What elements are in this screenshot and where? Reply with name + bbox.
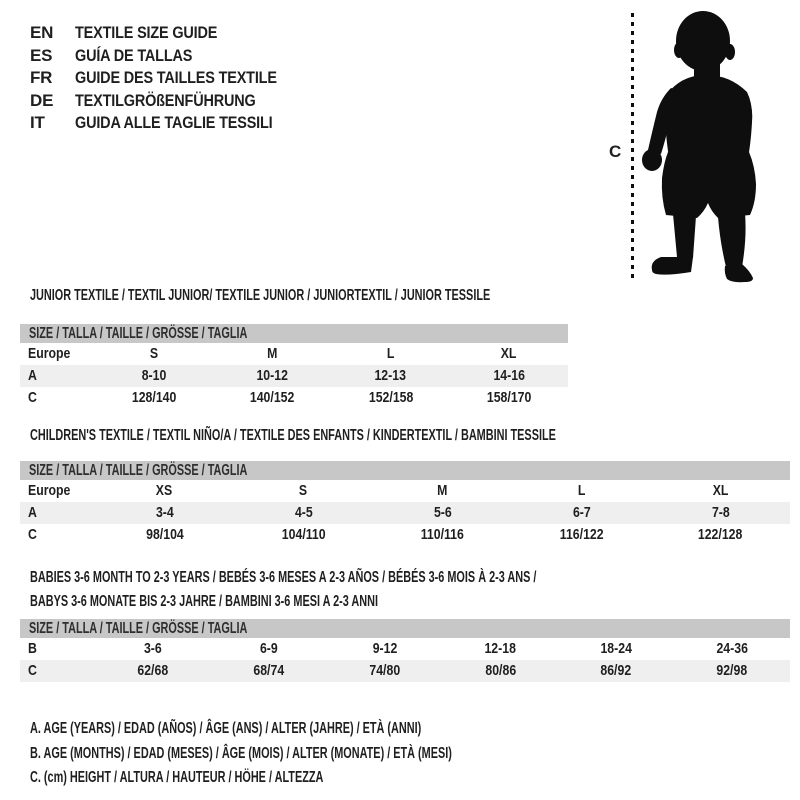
row-label: Europe (28, 482, 71, 499)
cell-value: 12-18 (484, 640, 517, 657)
row-label-cell (20, 524, 95, 546)
size-header-bar (20, 619, 790, 638)
row-label-cell (20, 638, 95, 660)
value-cell (373, 480, 512, 502)
table-row (20, 638, 790, 660)
table-title-line (30, 428, 790, 444)
row-label: C (28, 389, 37, 406)
language-row (30, 45, 312, 68)
table-title (30, 428, 790, 444)
value-cell (442, 660, 558, 682)
cell-value: 128/140 (131, 389, 177, 406)
value-cell (95, 502, 234, 524)
cell-value: M (267, 345, 278, 362)
language-code: FR (30, 68, 53, 87)
table-row (20, 480, 790, 502)
value-cell (651, 524, 790, 546)
footnote-text: A. AGE (YEARS) / EDAD (AÑOS) / ÂGE (ANS) / ALTER (JAHRE) / ETÀ (ANNI) (30, 720, 422, 737)
babies-textile-section (20, 566, 790, 682)
childrens-textile-section (20, 428, 790, 546)
language-row (30, 112, 312, 135)
value-cell (450, 365, 568, 387)
cell-value: S (299, 482, 308, 499)
cell-value: L (386, 345, 395, 362)
language-code: DE (30, 90, 54, 110)
cell-value: 68/74 (253, 662, 285, 679)
figure-area (598, 0, 800, 290)
row-label: C (28, 662, 37, 679)
value-cell (213, 343, 331, 365)
footnote-text: B. AGE (MONTHS) / EDAD (MESES) / ÂGE (MOIS) / ALTER (MONATE) / ETÀ (MESI) (30, 744, 452, 762)
language-label-text: GUIDE DES TAILLES TEXTILE (75, 68, 277, 87)
value-cell (450, 387, 568, 409)
cell-value: 9-12 (372, 640, 397, 657)
table-title (30, 288, 568, 304)
table-title-text: JUNIOR TEXTILE / TEXTIL JUNIOR/ TEXTILE JUNIOR / JUNIORTEXTIL / JUNIOR TESSILE (30, 287, 491, 304)
cell-value: 122/128 (698, 526, 743, 543)
table-row (20, 365, 568, 387)
table-title-line (30, 566, 790, 590)
cell-value: 74/80 (369, 662, 400, 679)
row-label: A (28, 504, 37, 521)
value-cell (512, 524, 651, 546)
value-cell (558, 660, 674, 682)
cell-value: 14-16 (493, 367, 525, 384)
row-label: Europe (28, 345, 71, 362)
value-cell (234, 502, 373, 524)
footnote-line (30, 766, 650, 791)
cell-value: 158/170 (486, 389, 532, 406)
value-cell (373, 524, 512, 546)
value-cell (442, 638, 558, 660)
footnote-text: C. (cm) HEIGHT / ALTURA / HAUTEUR / HÖHE / ALTEZZA (30, 769, 324, 786)
row-label-cell (20, 480, 95, 502)
cell-value: 10-12 (256, 367, 289, 384)
value-cell (95, 387, 213, 409)
value-cell (674, 660, 790, 682)
language-label (75, 90, 287, 113)
row-label-cell (20, 660, 95, 682)
value-cell (332, 365, 450, 387)
language-label (75, 67, 312, 90)
value-cell (450, 343, 568, 365)
cell-value: 104/110 (281, 526, 326, 543)
table-title-text: BABYS 3-6 MONATE BIS 2-3 JAHRE / BAMBINI 3-6 MESI A 2-3 ANNI (30, 593, 379, 610)
language-label-text: GUIDA ALLE TAGLIE TESSILI (75, 113, 273, 132)
language-label (75, 112, 307, 135)
cell-value: XS (156, 482, 173, 499)
cell-value: 8-10 (141, 367, 167, 384)
value-cell (211, 660, 327, 682)
cell-value: M (437, 482, 448, 499)
value-cell (95, 365, 213, 387)
cell-value: 3-6 (144, 640, 162, 657)
language-label (75, 22, 242, 45)
row-label: A (28, 367, 37, 384)
cell-value: 152/158 (368, 389, 413, 406)
value-cell (95, 660, 211, 682)
cell-value: 110/116 (420, 526, 465, 543)
size-header-text: SIZE / TALLA / TAILLE / GRÖSSE / TAGLIA (29, 325, 248, 342)
table-row (20, 343, 568, 365)
language-code: EN (30, 23, 54, 42)
cell-value: 18-24 (600, 640, 632, 657)
value-cell (558, 638, 674, 660)
table-title (30, 566, 790, 614)
language-label-text: TEXTILE SIZE GUIDE (75, 23, 218, 42)
cell-value: 6-7 (572, 504, 591, 521)
height-measure-label: C (609, 142, 622, 161)
value-cell (234, 524, 373, 546)
size-header-text: SIZE / TALLA / TAILLE / GRÖSSE / TAGLIA (29, 462, 248, 479)
language-label-text: TEXTILGRÖßENFÜHRUNG (75, 90, 256, 110)
row-label-cell (20, 343, 95, 365)
language-label-text: GUÍA DE TALLAS (75, 45, 193, 65)
cell-value: 62/68 (137, 662, 169, 679)
value-cell (332, 343, 450, 365)
row-label-cell (20, 502, 95, 524)
junior-textile-section (20, 288, 568, 409)
value-cell (234, 480, 373, 502)
row-label: B (28, 640, 37, 657)
value-cell (213, 387, 331, 409)
cell-value: 80/86 (485, 662, 516, 679)
cell-value: L (577, 482, 586, 499)
table-rows (20, 638, 790, 682)
language-row (30, 22, 312, 45)
table-row (20, 502, 790, 524)
cell-value: 3-4 (155, 504, 174, 521)
language-row (30, 67, 312, 90)
footnotes (30, 717, 650, 791)
table-rows (20, 343, 568, 409)
language-code: IT (30, 113, 45, 132)
cell-value: 7-8 (711, 504, 730, 521)
cell-value: 116/122 (559, 526, 604, 543)
table-row (20, 660, 790, 682)
cell-value: XL (712, 482, 729, 499)
value-cell (373, 502, 512, 524)
value-cell (95, 343, 213, 365)
value-cell (211, 638, 327, 660)
footnote-line (30, 717, 650, 742)
value-cell (332, 387, 450, 409)
cell-value: 12-13 (374, 367, 407, 384)
value-cell (213, 365, 331, 387)
value-cell (95, 480, 234, 502)
value-cell (651, 502, 790, 524)
cell-value: 98/104 (145, 526, 184, 543)
row-label-cell (20, 387, 95, 409)
cell-value: 5-6 (433, 504, 452, 521)
language-label (75, 45, 213, 68)
table-title-text: CHILDREN'S TEXTILE / TEXTIL NIÑO/A / TEXTILE DES ENFANTS / KINDERTEXTIL / BAMBINI TESSILE (30, 427, 556, 444)
value-cell (327, 638, 443, 660)
language-row (30, 90, 312, 113)
value-cell (512, 480, 651, 502)
size-header-bar (20, 324, 568, 343)
cell-value: S (150, 345, 159, 362)
language-code: ES (30, 45, 53, 65)
cell-value: 6-9 (259, 640, 278, 657)
value-cell (674, 638, 790, 660)
table-title-text: BABIES 3-6 MONTH TO 2-3 YEARS / BEBÉS 3-6 MESES A 2-3 AÑOS / BÉBÉS 3-6 MOIS À 2-3 ANS / (30, 569, 537, 586)
footnote-line (30, 742, 650, 767)
value-cell (327, 660, 443, 682)
cell-value: 92/98 (716, 662, 748, 679)
cell-value: 4-5 (294, 504, 313, 521)
cell-value: 24-36 (716, 640, 748, 657)
table-rows (20, 480, 790, 546)
toddler-silhouette-icon (598, 0, 800, 290)
language-list (30, 22, 312, 135)
table-row (20, 387, 568, 409)
table-title-line (30, 590, 790, 614)
value-cell (95, 638, 211, 660)
cell-value: 140/152 (250, 389, 295, 406)
row-label-cell (20, 365, 95, 387)
value-cell (512, 502, 651, 524)
size-header-bar (20, 461, 790, 480)
size-header-text: SIZE / TALLA / TAILLE / GRÖSSE / TAGLIA (29, 620, 248, 637)
table-row (20, 524, 790, 546)
cell-value: XL (501, 345, 517, 362)
value-cell (95, 524, 234, 546)
row-label: C (28, 526, 37, 543)
table-title-line (30, 288, 568, 304)
value-cell (651, 480, 790, 502)
cell-value: 86/92 (600, 662, 632, 679)
